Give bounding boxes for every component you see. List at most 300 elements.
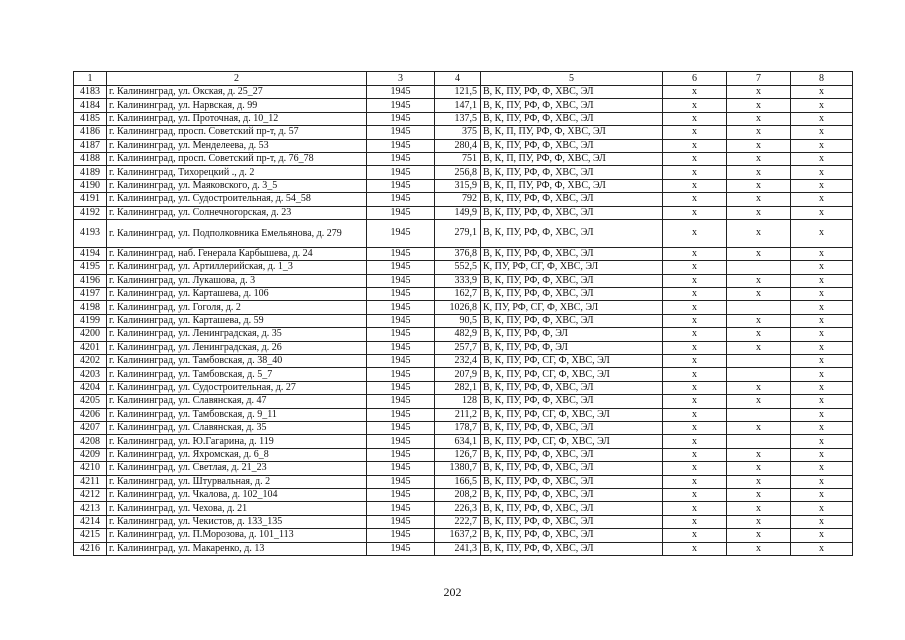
year-cell: 1945 (367, 126, 435, 139)
codes-cell: В, К, ПУ, РФ, Ф, ХВС, ЭЛ (481, 515, 663, 528)
address-cell: г. Калининград, ул. Карташева, д. 59 (107, 314, 367, 327)
mark-cell: x (727, 179, 791, 192)
mark-cell: x (727, 475, 791, 488)
address-cell: г. Калининград, ул. Судостроительная, д. 27 (107, 381, 367, 394)
row-number: 4194 (74, 247, 107, 260)
table-row (74, 475, 853, 488)
address-cell: г. Калининград, ул. Маяковского, д. 3_5 (107, 179, 367, 192)
mark-cell: x (727, 328, 791, 341)
address-cell: г. Калининград, ул. Чехова, д. 21 (107, 502, 367, 515)
mark-cell: x (791, 288, 853, 301)
mark-cell: x (791, 542, 853, 555)
address-cell: г. Калининград, ул. Макаренко, д. 13 (107, 542, 367, 555)
mark-cell: x (663, 139, 727, 152)
codes-cell: В, К, ПУ, РФ, СГ, Ф, ХВС, ЭЛ (481, 408, 663, 421)
mark-cell: x (727, 139, 791, 152)
mark-cell: x (791, 421, 853, 434)
address-cell: г. Калининград, ул. Славянская, д. 47 (107, 395, 367, 408)
mark-cell: x (663, 488, 727, 501)
address-cell: г. Калининград, ул. Менделеева, д. 53 (107, 139, 367, 152)
mark-cell: x (663, 328, 727, 341)
table-row (74, 193, 853, 206)
year-cell: 1945 (367, 219, 435, 247)
mark-cell: x (663, 314, 727, 327)
address-cell: г. Калининград, ул. Солнечногорская, д. 23 (107, 206, 367, 219)
codes-cell: В, К, ПУ, РФ, Ф, ХВС, ЭЛ (481, 139, 663, 152)
mark-cell: x (791, 274, 853, 287)
row-number: 4195 (74, 261, 107, 274)
column-header: 3 (367, 72, 435, 86)
codes-cell: В, К, ПУ, РФ, Ф, ХВС, ЭЛ (481, 488, 663, 501)
mark-cell: x (663, 341, 727, 354)
address-cell: г. Калининград, ул. Яхромская, д. 6_8 (107, 448, 367, 461)
row-number: 4193 (74, 219, 107, 247)
year-cell: 1945 (367, 502, 435, 515)
table-row (74, 301, 853, 314)
table-row (74, 408, 853, 421)
codes-cell: В, К, ПУ, РФ, Ф, ХВС, ЭЛ (481, 421, 663, 434)
table-row (74, 166, 853, 179)
area-cell: 1637,2 (435, 529, 481, 542)
area-cell: 232,4 (435, 355, 481, 368)
column-header: 2 (107, 72, 367, 86)
table-row (74, 515, 853, 528)
codes-cell: В, К, ПУ, РФ, Ф, ХВС, ЭЛ (481, 274, 663, 287)
row-number: 4216 (74, 542, 107, 555)
address-cell: г. Калининград, ул. Карташева, д. 106 (107, 288, 367, 301)
area-cell: 257,7 (435, 341, 481, 354)
year-cell: 1945 (367, 193, 435, 206)
mark-cell: x (663, 152, 727, 165)
codes-cell: В, К, П, ПУ, РФ, Ф, ХВС, ЭЛ (481, 126, 663, 139)
column-number-row (74, 72, 853, 86)
mark-cell: x (791, 301, 853, 314)
mark-cell: x (791, 193, 853, 206)
area-cell: 178,7 (435, 421, 481, 434)
codes-cell: В, К, ПУ, РФ, Ф, ХВС, ЭЛ (481, 502, 663, 515)
year-cell: 1945 (367, 448, 435, 461)
mark-cell: x (727, 542, 791, 555)
area-cell: 162,7 (435, 288, 481, 301)
row-number: 4191 (74, 193, 107, 206)
codes-cell: В, К, ПУ, РФ, СГ, Ф, ХВС, ЭЛ (481, 368, 663, 381)
mark-cell: x (663, 274, 727, 287)
row-number: 4198 (74, 301, 107, 314)
mark-cell: x (663, 288, 727, 301)
table-row (74, 274, 853, 287)
mark-cell: x (663, 247, 727, 260)
column-header: 8 (791, 72, 853, 86)
table-row (74, 529, 853, 542)
mark-cell: x (727, 462, 791, 475)
table-row (74, 381, 853, 394)
mark-cell: x (791, 328, 853, 341)
mark-cell: x (663, 301, 727, 314)
codes-cell: В, К, ПУ, РФ, Ф, ХВС, ЭЛ (481, 395, 663, 408)
codes-cell: В, К, ПУ, РФ, Ф, ХВС, ЭЛ (481, 86, 663, 99)
mark-cell: x (663, 435, 727, 448)
mark-cell: x (663, 179, 727, 192)
mark-cell: x (663, 502, 727, 515)
area-cell: 149,9 (435, 206, 481, 219)
mark-cell: x (663, 86, 727, 99)
row-number: 4204 (74, 381, 107, 394)
area-cell: 256,8 (435, 166, 481, 179)
year-cell: 1945 (367, 542, 435, 555)
row-number: 4190 (74, 179, 107, 192)
codes-cell: В, К, ПУ, РФ, Ф, ХВС, ЭЛ (481, 542, 663, 555)
mark-cell: x (791, 395, 853, 408)
address-cell: г. Калининград, ул. Гоголя, д. 2 (107, 301, 367, 314)
mark-cell: x (663, 529, 727, 542)
mark-cell: x (727, 99, 791, 112)
mark-cell: x (791, 247, 853, 260)
mark-cell: x (727, 381, 791, 394)
mark-cell: x (663, 395, 727, 408)
area-cell: 333,9 (435, 274, 481, 287)
mark-cell: x (791, 314, 853, 327)
table-body (74, 86, 853, 556)
address-cell: г. Калининград, ул. Славянская, д. 35 (107, 421, 367, 434)
codes-cell: В, К, ПУ, РФ, Ф, ХВС, ЭЛ (481, 99, 663, 112)
mark-cell: x (727, 288, 791, 301)
mark-cell: x (663, 99, 727, 112)
mark-cell: x (727, 86, 791, 99)
mark-cell: x (663, 193, 727, 206)
row-number: 4214 (74, 515, 107, 528)
area-cell: 207,9 (435, 368, 481, 381)
codes-cell: В, К, ПУ, РФ, Ф, ХВС, ЭЛ (481, 112, 663, 125)
mark-cell: x (791, 355, 853, 368)
table-row (74, 341, 853, 354)
year-cell: 1945 (367, 435, 435, 448)
codes-cell: В, К, ПУ, РФ, Ф, ХВС, ЭЛ (481, 219, 663, 247)
area-cell: 121,5 (435, 86, 481, 99)
row-number: 4208 (74, 435, 107, 448)
area-cell: 90,5 (435, 314, 481, 327)
row-number: 4186 (74, 126, 107, 139)
table-row (74, 86, 853, 99)
mark-cell: x (791, 86, 853, 99)
year-cell: 1945 (367, 488, 435, 501)
table-row (74, 355, 853, 368)
table-row (74, 421, 853, 434)
mark-cell: x (791, 448, 853, 461)
address-cell: г. Калининград, ул. Ю.Гагарина, д. 119 (107, 435, 367, 448)
table-row (74, 395, 853, 408)
codes-cell: В, К, ПУ, РФ, Ф, ХВС, ЭЛ (481, 206, 663, 219)
codes-cell: В, К, ПУ, РФ, Ф, ХВС, ЭЛ (481, 529, 663, 542)
codes-cell: В, К, ПУ, РФ, Ф, ХВС, ЭЛ (481, 288, 663, 301)
area-cell: 166,5 (435, 475, 481, 488)
area-cell: 376,8 (435, 247, 481, 260)
address-cell: г. Калининград, ул. Подполковника Емельянова, д. 279 (107, 219, 367, 247)
codes-cell: В, К, ПУ, РФ, Ф, ХВС, ЭЛ (481, 462, 663, 475)
year-cell: 1945 (367, 274, 435, 287)
row-number: 4187 (74, 139, 107, 152)
address-cell: г. Калининград, ул. П.Морозова, д. 101_113 (107, 529, 367, 542)
mark-cell: x (791, 179, 853, 192)
codes-cell: В, К, ПУ, РФ, СГ, Ф, ХВС, ЭЛ (481, 355, 663, 368)
address-cell: г. Калининград, Тихорецкий ., д. 2 (107, 166, 367, 179)
mark-cell: x (663, 408, 727, 421)
table-row (74, 139, 853, 152)
mark-cell: x (663, 261, 727, 274)
address-cell: г. Калининград, просп. Советский пр-т, д. 57 (107, 126, 367, 139)
mark-cell: x (727, 206, 791, 219)
area-cell: 137,5 (435, 112, 481, 125)
mark-cell: x (663, 448, 727, 461)
row-number: 4192 (74, 206, 107, 219)
mark-cell: x (727, 515, 791, 528)
mark-cell: x (791, 112, 853, 125)
codes-cell: В, К, ПУ, РФ, СГ, Ф, ХВС, ЭЛ (481, 435, 663, 448)
row-number: 4184 (74, 99, 107, 112)
mark-cell: x (727, 152, 791, 165)
row-number: 4188 (74, 152, 107, 165)
area-cell: 1380,7 (435, 462, 481, 475)
mark-cell: x (663, 381, 727, 394)
address-cell: г. Калининград, ул. Лукашова, д. 3 (107, 274, 367, 287)
table-row (74, 261, 853, 274)
year-cell: 1945 (367, 179, 435, 192)
table-row (74, 488, 853, 501)
mark-cell: x (791, 261, 853, 274)
table-row (74, 179, 853, 192)
mark-cell (727, 368, 791, 381)
area-cell: 241,3 (435, 542, 481, 555)
address-cell: г. Калининград, просп. Советский пр-т, д. 76_78 (107, 152, 367, 165)
address-cell: г. Калининград, ул. Тамбовская, д. 9_11 (107, 408, 367, 421)
year-cell: 1945 (367, 475, 435, 488)
address-cell: г. Калининград, ул. Окская, д. 25_27 (107, 86, 367, 99)
mark-cell: x (791, 381, 853, 394)
row-number: 4201 (74, 341, 107, 354)
year-cell: 1945 (367, 152, 435, 165)
table-row (74, 126, 853, 139)
year-cell: 1945 (367, 355, 435, 368)
table-row (74, 435, 853, 448)
codes-cell: К, ПУ, РФ, СГ, Ф, ХВС, ЭЛ (481, 261, 663, 274)
mark-cell: x (727, 219, 791, 247)
mark-cell (727, 261, 791, 274)
year-cell: 1945 (367, 529, 435, 542)
mark-cell: x (727, 166, 791, 179)
codes-cell: В, К, ПУ, РФ, Ф, ХВС, ЭЛ (481, 193, 663, 206)
row-number: 4196 (74, 274, 107, 287)
mark-cell: x (727, 112, 791, 125)
table-row (74, 219, 853, 247)
table-row (74, 542, 853, 555)
area-cell: 792 (435, 193, 481, 206)
mark-cell: x (791, 502, 853, 515)
table-row (74, 288, 853, 301)
area-cell: 280,4 (435, 139, 481, 152)
codes-cell: В, К, П, ПУ, РФ, Ф, ХВС, ЭЛ (481, 179, 663, 192)
year-cell: 1945 (367, 261, 435, 274)
housing-register-sheet (73, 71, 852, 556)
mark-cell: x (791, 166, 853, 179)
table-row (74, 206, 853, 219)
area-cell: 279,1 (435, 219, 481, 247)
mark-cell: x (727, 274, 791, 287)
mark-cell (727, 435, 791, 448)
mark-cell: x (663, 421, 727, 434)
row-number: 4202 (74, 355, 107, 368)
area-cell: 208,2 (435, 488, 481, 501)
mark-cell: x (791, 408, 853, 421)
mark-cell: x (727, 502, 791, 515)
area-cell: 211,2 (435, 408, 481, 421)
row-number: 4213 (74, 502, 107, 515)
mark-cell: x (791, 139, 853, 152)
table-row (74, 99, 853, 112)
area-cell: 751 (435, 152, 481, 165)
area-cell: 147,1 (435, 99, 481, 112)
mark-cell: x (791, 475, 853, 488)
table-row (74, 247, 853, 260)
address-cell: г. Калининград, ул. Чкалова, д. 102_104 (107, 488, 367, 501)
table-row (74, 462, 853, 475)
row-number: 4205 (74, 395, 107, 408)
row-number: 4189 (74, 166, 107, 179)
row-number: 4185 (74, 112, 107, 125)
year-cell: 1945 (367, 328, 435, 341)
table-row (74, 152, 853, 165)
mark-cell: x (791, 99, 853, 112)
mark-cell: x (663, 462, 727, 475)
mark-cell: x (727, 421, 791, 434)
column-header: 1 (74, 72, 107, 86)
mark-cell: x (727, 193, 791, 206)
area-cell: 1026,8 (435, 301, 481, 314)
codes-cell: В, К, ПУ, РФ, Ф, ЭЛ (481, 328, 663, 341)
mark-cell: x (791, 462, 853, 475)
mark-cell: x (663, 515, 727, 528)
mark-cell (727, 301, 791, 314)
table-row (74, 112, 853, 125)
row-number: 4206 (74, 408, 107, 421)
row-number: 4197 (74, 288, 107, 301)
mark-cell: x (791, 488, 853, 501)
column-header: 4 (435, 72, 481, 86)
year-cell: 1945 (367, 139, 435, 152)
mark-cell: x (791, 515, 853, 528)
mark-cell: x (791, 152, 853, 165)
row-number: 4215 (74, 529, 107, 542)
column-header: 6 (663, 72, 727, 86)
column-header: 7 (727, 72, 791, 86)
mark-cell: x (727, 488, 791, 501)
page-number: 202 (443, 585, 462, 599)
address-cell: г. Калининград, ул. Штурвальная, д. 2 (107, 475, 367, 488)
mark-cell: x (791, 341, 853, 354)
year-cell: 1945 (367, 247, 435, 260)
row-number: 4210 (74, 462, 107, 475)
table-row (74, 314, 853, 327)
address-cell: г. Калининград, ул. Ленинградская, д. 35 (107, 328, 367, 341)
row-number: 4212 (74, 488, 107, 501)
year-cell: 1945 (367, 515, 435, 528)
mark-cell: x (663, 166, 727, 179)
table-row (74, 448, 853, 461)
area-cell: 375 (435, 126, 481, 139)
address-cell: г. Калининград, ул. Тамбовская, д. 38_40 (107, 355, 367, 368)
year-cell: 1945 (367, 206, 435, 219)
address-cell: г. Калининград, ул. Нарвская, д. 99 (107, 99, 367, 112)
table-row (74, 368, 853, 381)
codes-cell: В, К, ПУ, РФ, Ф, ЭЛ (481, 341, 663, 354)
year-cell: 1945 (367, 301, 435, 314)
mark-cell (727, 355, 791, 368)
row-number: 4207 (74, 421, 107, 434)
year-cell: 1945 (367, 381, 435, 394)
codes-cell: К, ПУ, РФ, СГ, Ф, ХВС, ЭЛ (481, 301, 663, 314)
codes-cell: В, К, ПУ, РФ, Ф, ХВС, ЭЛ (481, 314, 663, 327)
mark-cell: x (663, 355, 727, 368)
mark-cell: x (727, 529, 791, 542)
mark-cell: x (791, 126, 853, 139)
address-cell: г. Калининград, ул. Чекистов, д. 133_135 (107, 515, 367, 528)
year-cell: 1945 (367, 341, 435, 354)
mark-cell: x (791, 435, 853, 448)
year-cell: 1945 (367, 166, 435, 179)
area-cell: 552,5 (435, 261, 481, 274)
row-number: 4211 (74, 475, 107, 488)
mark-cell: x (727, 448, 791, 461)
year-cell: 1945 (367, 86, 435, 99)
mark-cell: x (791, 368, 853, 381)
year-cell: 1945 (367, 288, 435, 301)
mark-cell (727, 408, 791, 421)
table-row (74, 502, 853, 515)
row-number: 4199 (74, 314, 107, 327)
year-cell: 1945 (367, 462, 435, 475)
mark-cell: x (663, 126, 727, 139)
codes-cell: В, К, ПУ, РФ, Ф, ХВС, ЭЛ (481, 166, 663, 179)
codes-cell: В, К, ПУ, РФ, Ф, ХВС, ЭЛ (481, 448, 663, 461)
mark-cell: x (791, 219, 853, 247)
address-cell: г. Калининград, ул. Проточная, д. 10_12 (107, 112, 367, 125)
table-row (74, 328, 853, 341)
codes-cell: В, К, ПУ, РФ, Ф, ХВС, ЭЛ (481, 247, 663, 260)
year-cell: 1945 (367, 408, 435, 421)
codes-cell: В, К, П, ПУ, РФ, Ф, ХВС, ЭЛ (481, 152, 663, 165)
mark-cell: x (663, 112, 727, 125)
mark-cell: x (727, 395, 791, 408)
area-cell: 634,1 (435, 435, 481, 448)
row-number: 4200 (74, 328, 107, 341)
column-header: 5 (481, 72, 663, 86)
year-cell: 1945 (367, 314, 435, 327)
area-cell: 226,3 (435, 502, 481, 515)
mark-cell: x (727, 247, 791, 260)
address-cell: г. Калининград, ул. Светлая, д. 21_23 (107, 462, 367, 475)
housing-register-table (73, 71, 853, 556)
year-cell: 1945 (367, 368, 435, 381)
year-cell: 1945 (367, 395, 435, 408)
area-cell: 315,9 (435, 179, 481, 192)
row-number: 4209 (74, 448, 107, 461)
mark-cell: x (663, 368, 727, 381)
mark-cell: x (727, 314, 791, 327)
codes-cell: В, К, ПУ, РФ, Ф, ХВС, ЭЛ (481, 475, 663, 488)
address-cell: г. Калининград, ул. Тамбовская, д. 5_7 (107, 368, 367, 381)
mark-cell: x (727, 126, 791, 139)
year-cell: 1945 (367, 421, 435, 434)
mark-cell: x (791, 529, 853, 542)
mark-cell: x (663, 542, 727, 555)
